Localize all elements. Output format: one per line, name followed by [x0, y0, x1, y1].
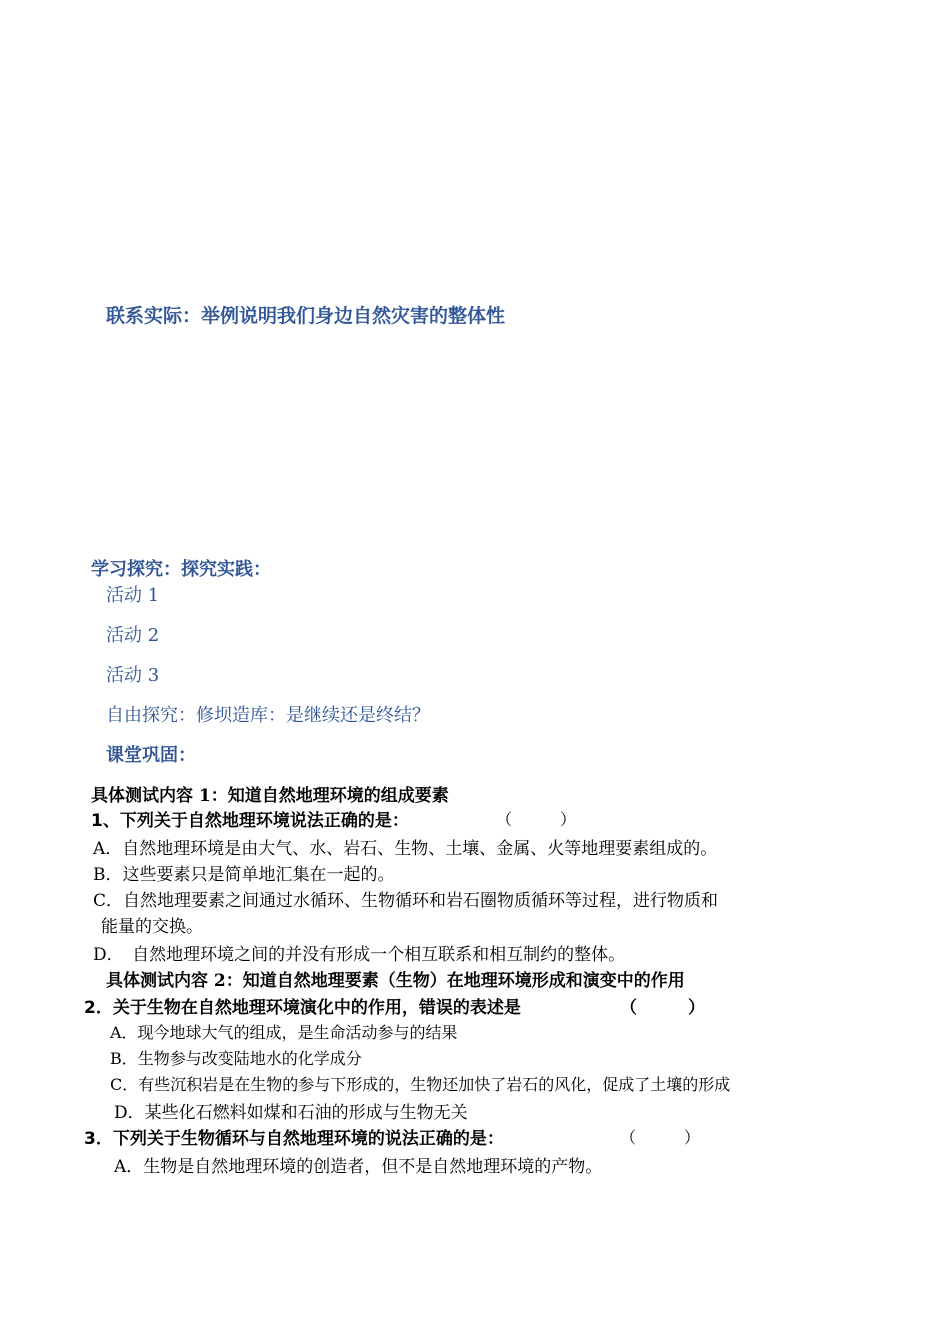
q2-option-d: D．某些化石燃料如煤和石油的形成与生物无关: [114, 1103, 468, 1123]
test1-heading: 具体测试内容 1：知道自然地理环境的组成要素: [91, 786, 449, 806]
q1-stem: 1、下列关于自然地理环境说法正确的是：: [91, 811, 409, 831]
study-explore-heading: 学习探究：探究实践：: [91, 559, 271, 580]
q2-stem: 2．关于生物在自然地理环境演化中的作用，错误的表述是: [84, 998, 521, 1018]
q1-option-c-line1: C．自然地理要素之间通过水循环、生物循环和岩石圈物质循环等过程，进行物质和: [93, 891, 719, 911]
activity-3: 活动 3: [106, 665, 160, 686]
q1-option-c-line2: 能量的交换。: [101, 917, 203, 937]
q3-stem: 3．下列关于生物循环与自然地理环境的说法正确的是：: [84, 1129, 504, 1149]
test2-heading: 具体测试内容 2：知道自然地理要素（生物）在地理环境形成和演变中的作用: [106, 971, 685, 991]
consolidate-heading: 课堂巩固：: [106, 745, 196, 766]
q3-option-a: A．生物是自然地理环境的创造者，但不是自然地理环境的产物。: [114, 1157, 603, 1177]
q1-option-b: B．这些要素只是简单地汇集在一起的。: [93, 865, 395, 885]
q2-option-c: C．有些沉积岩是在生物的参与下形成的，生物还加快了岩石的风化，促成了土壤的形成: [110, 1075, 731, 1094]
activity-2: 活动 2: [106, 625, 160, 646]
q2-option-b: B．生物参与改变陆地水的化学成分: [110, 1049, 362, 1068]
q1-bracket: （ ）: [496, 810, 577, 829]
activity-1: 活动 1: [106, 585, 160, 606]
q1-option-d: D． 自然地理环境之间的并没有形成一个相互联系和相互制约的整体。: [93, 945, 626, 965]
q2-bracket: （ ）: [620, 998, 705, 1018]
q1-option-a: A．自然地理环境是由大气、水、岩石、生物、土壤、金属、火等地理要素组成的。: [93, 839, 718, 859]
free-explore-text: 自由探究：修坝造库：是继续还是终结？: [106, 705, 430, 726]
contact-reality-heading: 联系实际：举例说明我们身边自然灾害的整体性: [106, 305, 506, 327]
q3-bracket: （ ）: [620, 1128, 701, 1147]
q2-option-a: A．现今地球大气的组成，是生命活动参与的结果: [110, 1023, 458, 1042]
